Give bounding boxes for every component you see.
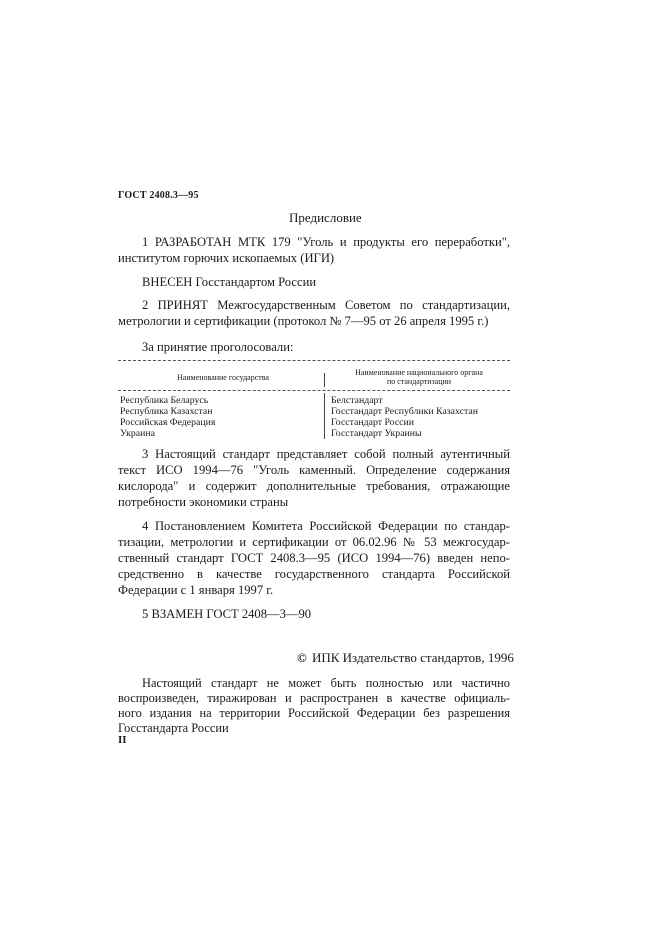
section-1-line: институтом горючих ископаемых (ИГИ) bbox=[118, 251, 335, 265]
section-3-line: текст ИСО 1994—76 "Уголь каменный. Определение содержания bbox=[118, 463, 510, 477]
table-cell-agency: Госстандарт Украины bbox=[331, 428, 422, 439]
table-cell-state: Республика Беларусь bbox=[120, 395, 209, 406]
section-2-adopted-by bbox=[118, 297, 510, 329]
introduced-by: ВНЕСЕН Госстандартом России bbox=[142, 275, 317, 289]
table-divider bbox=[118, 390, 510, 391]
section-5-replaces: 5 ВЗАМЕН ГОСТ 2408—3—90 bbox=[142, 607, 312, 621]
section-3-line: потребности экономики страны bbox=[118, 495, 289, 509]
section-4-line: средственно в качестве государственного стандарта Российской bbox=[118, 567, 510, 581]
notice-line: Настоящий стандарт не может быть полностью или частично bbox=[142, 676, 510, 690]
section-4-line: 4 Постановлением Комитета Российской Федерации по стандар- bbox=[142, 519, 510, 533]
table-cell-state: Республика Казахстан bbox=[120, 406, 213, 417]
section-4-enactment bbox=[118, 518, 510, 598]
section-3-authentic-text bbox=[118, 446, 510, 510]
notice-line: ного издания на территории Российской Федерации без разрешения bbox=[118, 706, 510, 720]
column-divider bbox=[324, 373, 325, 387]
table-cell-state: Российская Федерация bbox=[120, 417, 216, 428]
section-1-line: 1 РАЗРАБОТАН МТК 179 "Уголь и продукты его переработки", bbox=[142, 235, 510, 249]
copyright-line bbox=[297, 650, 514, 666]
notice-line: Госстандарта России bbox=[118, 721, 229, 735]
table-header-state: Наименование государства bbox=[177, 373, 269, 382]
table-header-agency bbox=[330, 368, 508, 386]
table-header-agency-line: по стандартизации bbox=[386, 377, 452, 386]
table-divider bbox=[118, 360, 510, 361]
section-4-line: тизации, метрологии и сертификации от 06.02.96 № 53 межгосудар- bbox=[118, 535, 510, 549]
preface-title: Предисловие bbox=[289, 210, 362, 225]
document-code: ГОСТ 2408.3—95 bbox=[118, 190, 199, 201]
table-header-agency-line: Наименование национального органа bbox=[355, 368, 483, 377]
section-4-line: ственный стандарт ГОСТ 2408.3—95 (ИСО 1994—76) введен непо- bbox=[118, 551, 510, 565]
table-cell-agency: Белстандарт bbox=[331, 395, 383, 406]
section-2-line: метрологии и сертификации (протокол № 7—95 от 26 апреля 1995 г.) bbox=[118, 314, 489, 328]
section-4-line: Федерации с 1 января 1997 г. bbox=[118, 583, 274, 597]
copyright-icon: © bbox=[297, 650, 307, 665]
section-1-developed-by bbox=[118, 234, 510, 266]
section-3-line: 3 Настоящий стандарт представляет собой полный аутентичный bbox=[142, 447, 510, 461]
notice-line: воспроизведен, тиражирован и распространен в качестве официаль- bbox=[118, 691, 510, 705]
section-2-line: 2 ПРИНЯТ Межгосударственным Советом по стандартизации, bbox=[142, 298, 510, 312]
vote-table bbox=[118, 357, 510, 439]
table-cell-agency: Госстандарт России bbox=[331, 417, 414, 428]
page-number: II bbox=[118, 734, 127, 746]
section-3-line: кислорода" и содержит дополнительные требования, отражающие bbox=[118, 479, 510, 493]
column-divider bbox=[324, 393, 325, 439]
table-cell-agency: Госстандарт Республики Казахстан bbox=[331, 406, 478, 417]
copyright-text: ИПК Издательство стандартов, 1996 bbox=[311, 650, 514, 665]
voting-label: За принятие проголосовали: bbox=[142, 340, 294, 354]
reproduction-notice bbox=[118, 676, 510, 736]
table-cell-state: Украина bbox=[120, 428, 155, 439]
